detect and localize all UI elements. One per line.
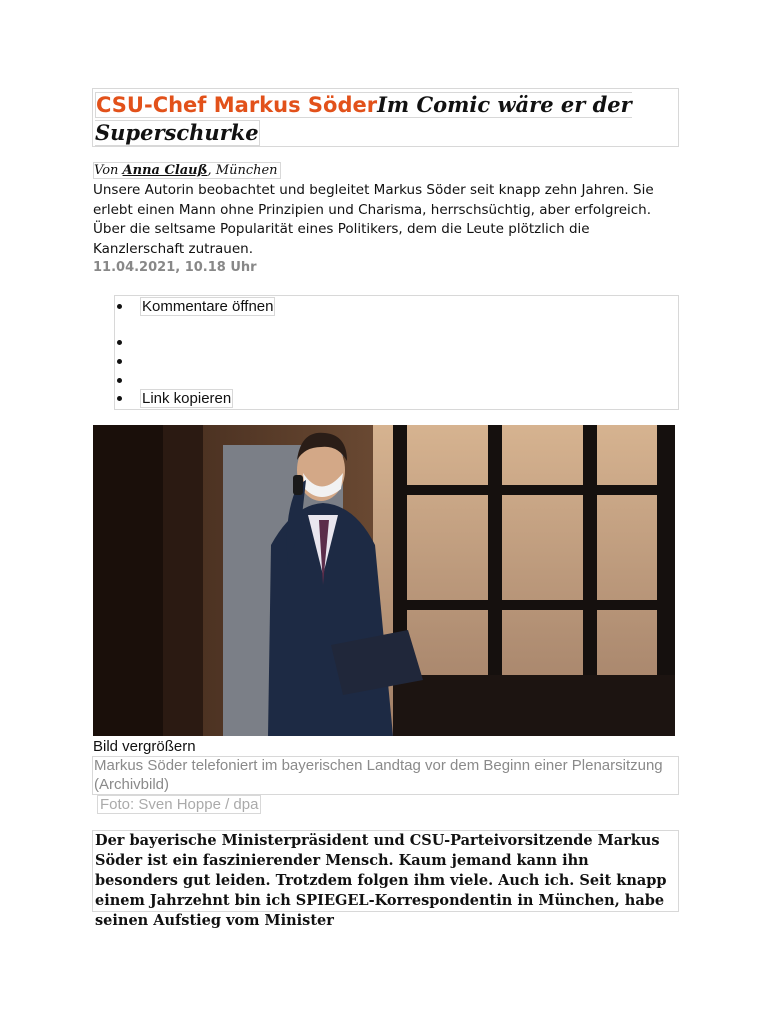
bullet-icon — [117, 304, 122, 309]
article-body — [92, 830, 679, 929]
share-list — [114, 295, 679, 410]
headline — [93, 89, 678, 149]
caption-box — [92, 756, 679, 795]
byline-location: , München — [207, 163, 278, 178]
headline-kicker: CSU-Chef Markus Söder — [96, 93, 378, 117]
bullet-icon — [117, 340, 122, 345]
author-link[interactable]: Anna Clauß — [122, 163, 208, 178]
publish-date: 11.04.2021, 10.18 Uhr — [93, 260, 257, 275]
image-caption: Markus Söder telefoniert im bayerischen Landtag vor dem Beginn einer Plenarsitzung (Archivbild) — [94, 757, 663, 793]
bullet-icon — [117, 396, 122, 401]
enlarge-image-button[interactable]: Bild vergrößern — [93, 738, 196, 755]
open-comments-link[interactable]: Kommentare öffnen — [142, 298, 274, 315]
byline — [93, 162, 281, 179]
bullet-icon — [117, 359, 122, 364]
body-paragraph: Der bayerische Ministerpräsident und CSU-Parteivorsitzende Markus Söder ist ein faszinierender Mensch. Kaum jemand kann ihn besonders gut leiden. Trotzdem folgen ihm viele. Auch ich. Seit knapp einem Jahrzehnt bin ich SPIEGEL-Korrespondentin in München, habe seinen Aufstieg vom Minister — [95, 832, 667, 929]
headline-box — [92, 88, 679, 147]
byline-prefix: Von — [94, 163, 123, 178]
photo-credit: Foto: Sven Hoppe / dpa — [97, 795, 261, 814]
kicker-wrap — [95, 92, 632, 146]
article-photo[interactable] — [93, 425, 675, 736]
headline-title: Im Comic wäre er der Superschurke — [95, 92, 632, 145]
copy-link-button[interactable]: Link kopieren — [142, 390, 232, 407]
article-teaser: Unsere Autorin beobachtet und begleitet Markus Söder seit knapp zehn Jahren. Sie erlebt einen Mann ohne Prinzipien und Charisma, herrschsüchtig, aber erfolgreich. Über die seltsame Popularität eines Politikers, dem die Leute plötzlich die Kanzlerschaft zutrauen. — [93, 182, 654, 257]
bullet-icon — [117, 378, 122, 383]
